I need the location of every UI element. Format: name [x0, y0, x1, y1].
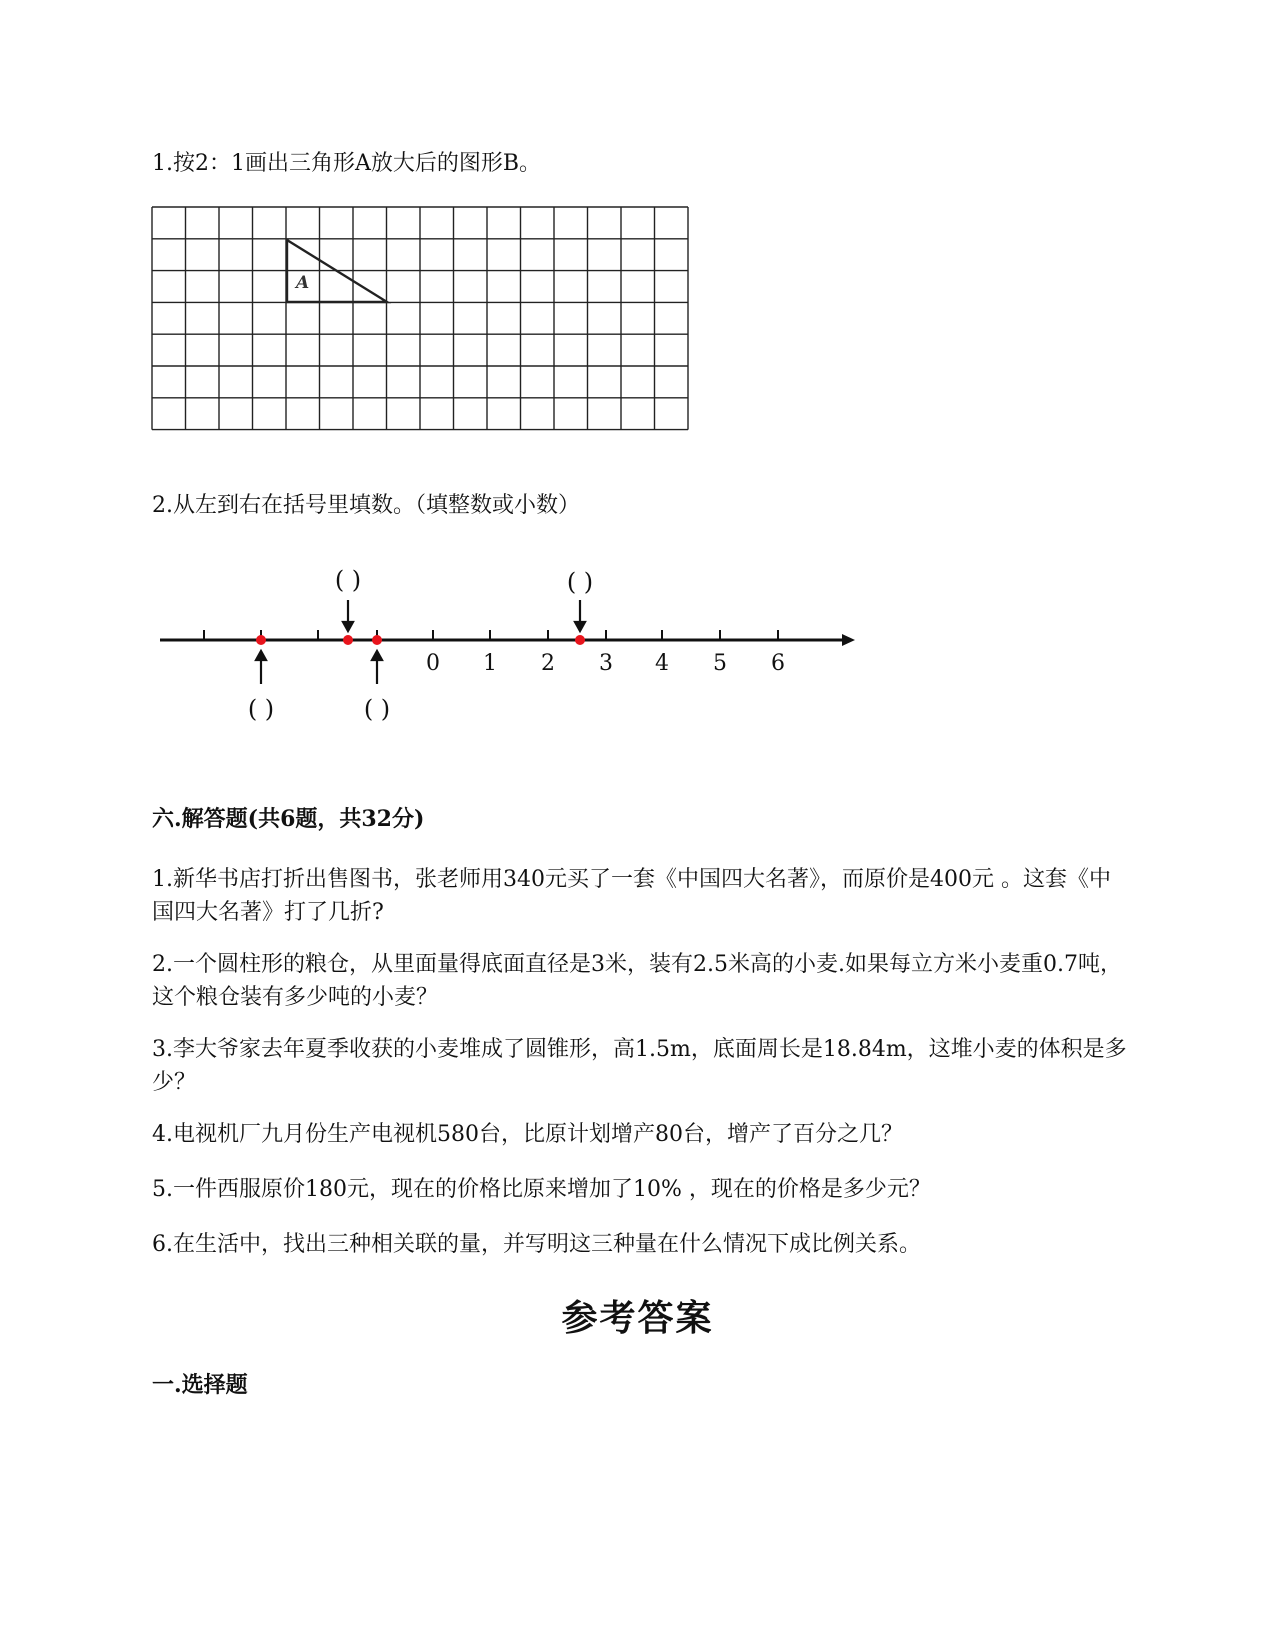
solve-question-4: 4.电视机厂九月份生产电视机580台，比原计划增产80台，增产了百分之几？ [152, 1122, 903, 1147]
question-1-text: 1.按2：1画出三角形A放大后的图形B。 [152, 151, 542, 176]
tick-label: 6 [771, 651, 785, 676]
blank-top-1: ( ) [334, 566, 362, 594]
tick-label: 0 [426, 651, 440, 676]
red-point-2 [343, 635, 353, 645]
arrow-down-2-head [575, 622, 585, 631]
arrow-up-1-head [256, 651, 266, 660]
blank-bottom-2: ( ) [363, 695, 391, 723]
red-point-1 [256, 635, 266, 645]
solve-question-3: 3.李大爷家去年夏季收获的小麦堆成了圆锥形，高1.5m，底面周长是18.84m，这堆小麦的体积是多少？ [152, 1037, 1127, 1095]
triangle-a-label: A [296, 273, 310, 293]
number-line-figure [150, 560, 870, 730]
solve-question-6: 6.在生活中，找出三种相关联的量，并写明这三种量在什么情况下成比例关系。 [152, 1232, 921, 1257]
solve-question-5: 5.一件西服原价180元，现在的价格比原来增加了10% ，现在的价格是多少元？ [152, 1177, 931, 1202]
red-point-3 [372, 635, 382, 645]
solve-question-1: 1.新华书店打折出售图书，张老师用340元买了一套《中国四大名著》，而原价是400元 。这套《中国四大名著》打了几折? [152, 867, 1111, 925]
tick-label: 1 [483, 651, 497, 676]
tick-label: 2 [541, 651, 555, 676]
number-line-arrowhead [842, 634, 855, 646]
tick-label: 3 [599, 651, 613, 676]
answer-section-heading: 一.选择题 [152, 1372, 248, 1398]
red-point-4 [575, 635, 585, 645]
tick-label: 4 [655, 651, 669, 676]
blank-top-2: ( ) [566, 568, 594, 596]
arrow-down-1-head [343, 622, 353, 631]
blank-bottom-1: ( ) [247, 695, 275, 723]
answer-title: 参考答案 [561, 1297, 714, 1339]
solve-question-2: 2.一个圆柱形的粮仓，从里面量得底面直径是3米，装有2.5米高的小麦.如果每立方米小麦重0.7吨，这个粮仓装有多少吨的小麦？ [152, 952, 1122, 1010]
arrow-up-2-head [372, 651, 382, 660]
question-2-text: 2.从左到右在括号里填数。（填整数或小数） [152, 493, 580, 518]
tick-label: 5 [713, 651, 727, 676]
section-heading-solve: 六.解答题(共6题，共32分) [152, 806, 425, 832]
grid-figure [150, 205, 692, 433]
